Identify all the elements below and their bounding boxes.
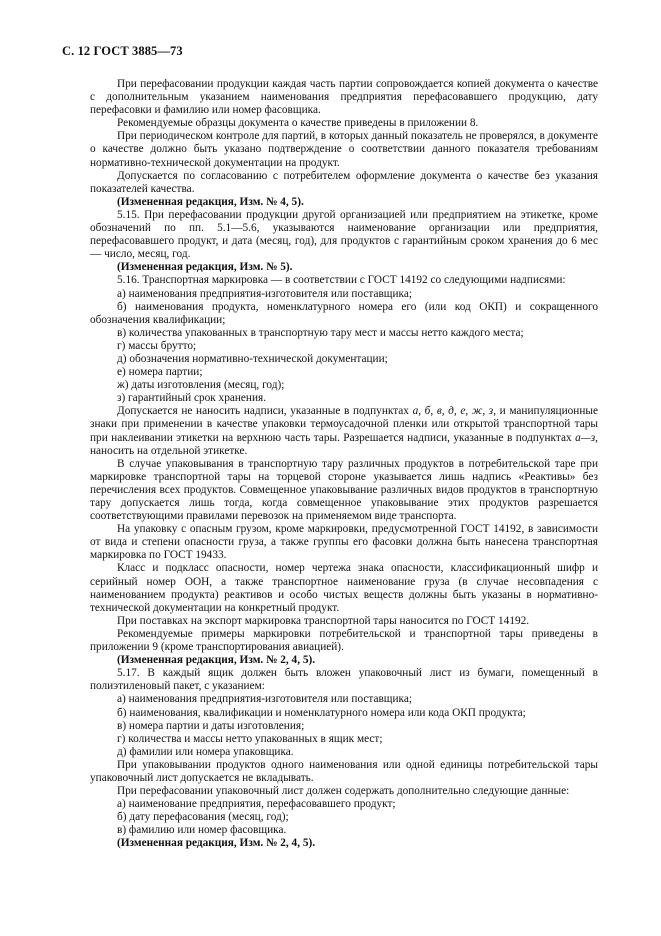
paragraph: При периодическом контроле для партий, в которых данный показатель не проверялся, в документе о качестве должно быть указано подтверждение о соответствии данного показателя требованиям нормативно-технической документации на продукт. (90, 130, 599, 169)
text-run: Допускается не наносить надписи, указанные в подпунктах (117, 405, 413, 418)
italic-letters: а—з, (575, 431, 598, 444)
clause-5-16: 5.16. Транспортная маркировка — в соответствии с ГОСТ 14192 со следующими надписями: (117, 274, 566, 287)
list-item: е) номера партии; (117, 366, 203, 379)
list-item: б) наименования продукта, номенклатурного номера его (или код ОКП) и сокращенного обозначения квалификации; (90, 300, 598, 326)
paragraph: В случае упаковывания в транспортную тару различных продуктов в потребительской таре при маркировке транспортной тары на торцевой стороне указывается лишь надпись «Реактивы» без перечисления всех продуктов. Совмещенное упаковывание различных видов продуктов в транспортную тару допускается лишь тогда, когда совмещенное упаковывание этих продуктов разрешается соответствующими правилами перевозок на применяемом виде транспорта. (90, 457, 598, 523)
paragraph: На упаковку с опасным грузом, кроме маркировки, предусмотренной ГОСТ 14192, в зависимости от вида и степени опасности груза, а также группы его фасовки должна быть нанесена транспортная маркировка по ГОСТ 19433. (90, 523, 598, 562)
paragraph: При перефасовании продукции каждая часть партии сопровождается копией документа о качестве с дополнительным указанием наименования предприятия перефасовавшего продукцию, дату перефасовки и фамилию или номер фасовщика. (90, 78, 598, 117)
list-item: г) количества и массы нетто упакованных в ящик мест; (117, 732, 383, 745)
amendment-note: (Измененная редакция, Изм. № 5). (117, 261, 293, 274)
list-item: д) обозначения нормативно-технической документации; (117, 352, 388, 365)
clause-5-15: 5.15. При перефасовании продукции другой организацией или предприятием на этикетке, кроме обозначений по пп. 5.1—5.6, указываются наименование организации или предприятия, перефасовавшего продукт, и дата (месяц, год), для продуктов с гарантийным сроком хранения до 6 мес — число, месяц, год. (90, 208, 598, 261)
list-item: а) наименования предприятия-изготовителя или поставщика; (117, 693, 413, 706)
paragraph: При перефасовании упаковочный лист должен содержать дополнительно следующие данные: (117, 785, 570, 798)
paragraph: Рекомендуемые примеры маркировки потребительской и транспортной тары приведены в приложении 9 (кроме транспортирования авиацией). (90, 627, 598, 654)
list-item: д) фамилии или номера упаковщика. (117, 745, 294, 758)
list-item: ж) даты изготовления (месяц, год); (117, 379, 285, 392)
paragraph: Рекомендуемые образцы документа о качестве приведены в приложении 8. (117, 117, 479, 130)
amendment-note: (Измененная редакция, Изм. № 4, 5). (117, 195, 304, 208)
italic-letters: а, б, в, д, е, ж, з, (412, 405, 497, 418)
list-item: в) количества упакованных в транспортную тару мест и массы нетто каждого места; (117, 326, 524, 339)
document-body (90, 78, 598, 851)
list-item: б) наименования, квалификации и номенклатурного номера или кода ОКП продукта; (117, 706, 526, 719)
paragraph (90, 405, 598, 457)
text-run: наносить на отдельной этикетке. (90, 444, 248, 457)
clause-5-17: 5.17. В каждый ящик должен быть вложен упаковочный лист из бумаги, помещенный в полиэтиленовый пакет, с указанием: (90, 667, 598, 693)
list-item: а) наименование предприятия, перефасовавшего продукт; (117, 798, 396, 811)
amendment-note: (Измененная редакция, Изм. № 2, 4, 5). (117, 654, 316, 667)
paragraph: При упаковывании продуктов одного наименования или одной единицы потребительской тары упаковочный лист допускается не вкладывать. (90, 758, 598, 784)
running-head: С. 12 ГОСТ 3885—73 (62, 44, 183, 58)
list-item: в) номера партии и даты изготовления; (117, 719, 305, 732)
text-run: и манипуляционные знаки при применении в качестве упаковки термоусадочной пленки или открытой транспортной тары при наклеивании этикетки на верхнюю часть тары. Разрешается надписи, указанные в подпунктах (90, 405, 598, 444)
list-item: в) фамилию или номер фасовщика. (117, 824, 287, 837)
list-item: з) гарантийный срок хранения. (117, 392, 267, 405)
paragraph: При поставках на экспорт маркировка транспортной тары наносится по ГОСТ 14192. (117, 614, 530, 627)
list-item: б) дату перефасования (месяц, год); (117, 811, 289, 824)
paragraph: Класс и подкласс опасности, номер чертежа знака опасности, классификационный шифр и серийный номер ООН, а также транспортное наименование груза (в случае несовпадения с наименованием продукта) реактивов и особо чистых веществ должны быть указаны в нормативно-технической документации на конкретный продукт. (90, 562, 598, 614)
paragraph: Допускается по согласованию с потребителем оформление документа о качестве без указания показателей качества. (90, 169, 598, 195)
list-item: г) массы брутто; (117, 339, 197, 352)
amendment-note: (Измененная редакция, Изм. № 2, 4, 5). (117, 837, 316, 850)
list-item: а) наименования предприятия-изготовителя или поставщика; (117, 287, 413, 300)
